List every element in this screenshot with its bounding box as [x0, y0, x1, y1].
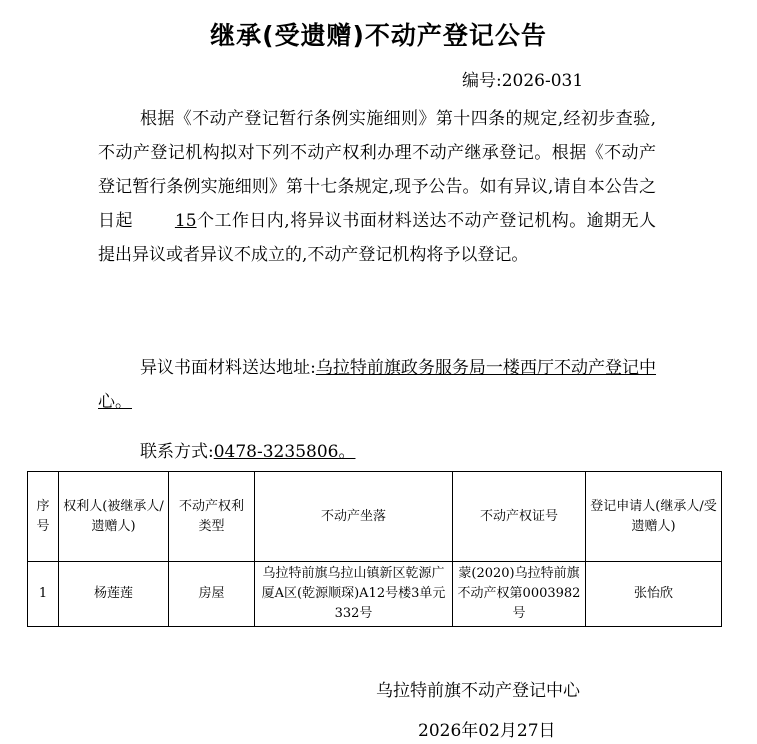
cell-right-type: 房屋 — [169, 562, 255, 627]
issuing-organization: 乌拉特前旗不动产登记中心 — [376, 681, 580, 701]
cell-location: 乌拉特前旗乌拉山镇新区乾源广厦A区(乾源顺琛)A12号楼3单元332号 — [255, 562, 453, 627]
contact-line — [140, 437, 355, 462]
property-table — [27, 471, 722, 627]
contact-label: 联系方式: — [140, 442, 214, 462]
header-location: 不动产坐落 — [255, 472, 453, 562]
cell-applicant: 张怡欣 — [586, 562, 722, 627]
notice-paragraph — [98, 102, 656, 272]
header-certificate: 不动产权证号 — [453, 472, 586, 562]
table-header-row — [28, 472, 722, 562]
header-index: 序号 — [28, 472, 59, 562]
table-row — [28, 562, 722, 627]
address-value: 乌拉特前旗政务服务局一楼西厅不动产登记中心。 — [98, 358, 657, 412]
cell-index: 1 — [28, 562, 59, 627]
header-right-type: 不动产权利类型 — [169, 472, 255, 562]
issue-date: 2026年02月27日 — [418, 721, 556, 741]
address-paragraph — [98, 351, 656, 419]
notice-text-after: 个工作日内,将异议书面材料送达不动产登记机构。逾期无人提出异议或者异议不成立的,不动产登记机构将予以登记。 — [98, 211, 657, 265]
objection-days: 15 — [174, 211, 197, 231]
serial-number: 编号:2026-031 — [462, 71, 584, 91]
contact-value: 0478-3235806。 — [213, 442, 356, 462]
cell-holder: 杨莲莲 — [59, 562, 169, 627]
header-holder: 权利人(被继承人/遗赠人) — [59, 472, 169, 562]
notice-text-before: 根据《不动产登记暂行条例实施细则》第十四条的规定,经初步查验,不动产登记机构拟对下列不动产权利办理不动产继承登记。根据《不动产登记暂行条例实施细则》第十七条规定,现予公告。如有异议,请自本公告之日起 — [98, 109, 656, 231]
address-label: 异议书面材料送达地址: — [140, 358, 316, 378]
page-title: 继承(受遗赠)不动产登记公告 — [210, 21, 547, 50]
cell-certificate: 蒙(2020)乌拉特前旗不动产权第0003982号 — [453, 562, 586, 627]
header-applicant: 登记申请人(继承人/受遗赠人) — [586, 472, 722, 562]
